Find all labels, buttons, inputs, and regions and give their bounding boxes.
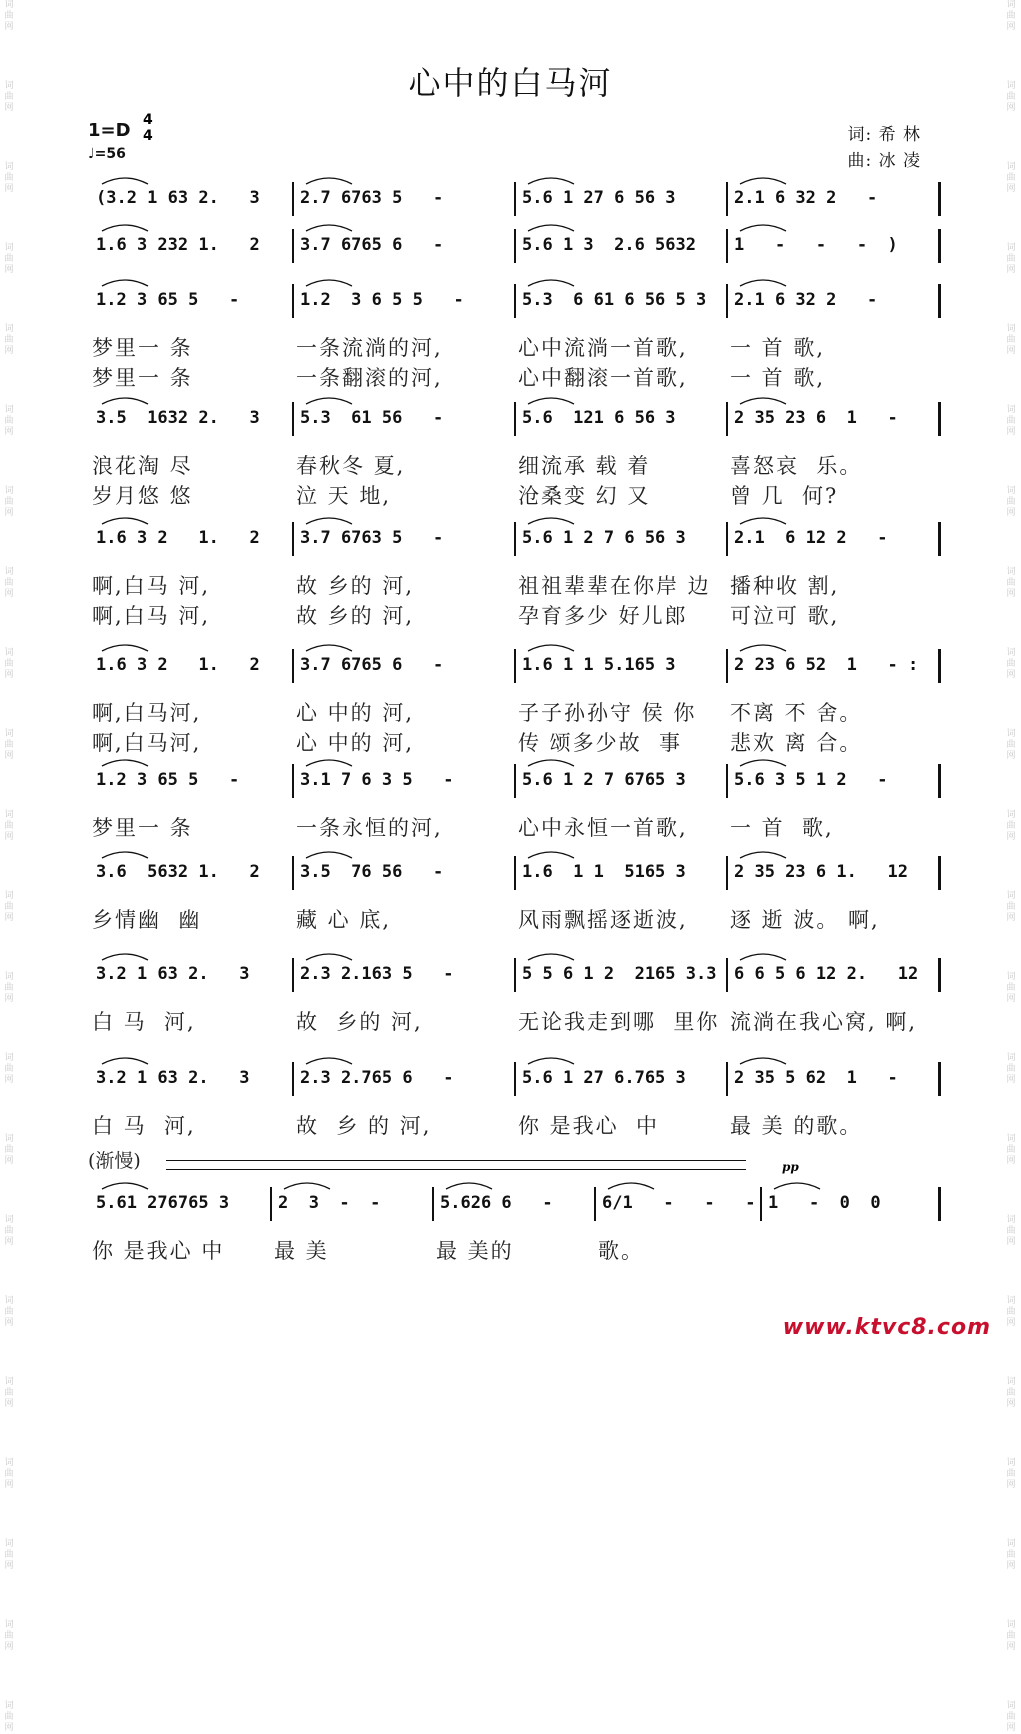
slur-arc: [528, 852, 574, 858]
measure: 1.6 1 1 5165 3: [522, 862, 686, 882]
measure: 3.7 6765 6 -: [300, 655, 444, 675]
side-watermark-text: 词曲网: [1006, 1539, 1016, 1571]
lyric-segment: 心中翻滚一首歌,: [518, 366, 688, 390]
side-watermark-text: 词曲网: [1006, 405, 1016, 437]
measure: 2.1 6 12 2 -: [734, 528, 888, 548]
lyric-segment: 最 美 的歌。: [730, 1114, 863, 1138]
measure: 3.6 5632 1. 2: [96, 862, 260, 882]
side-watermark-text: 词曲网: [1006, 1620, 1016, 1652]
slur-arc: [102, 398, 148, 404]
measure: 2.1 6 32 2 -: [734, 188, 878, 208]
slur-arc: [102, 760, 148, 766]
lyric-segment: 啊,白马河,: [92, 701, 202, 725]
lyric-segment: 逐 逝 波。 啊,: [730, 908, 880, 932]
bar-line: [270, 1187, 272, 1221]
measure: 1.6 3 2 1. 2: [96, 655, 260, 675]
bar-line: [292, 284, 294, 318]
lyric-segment: 孕育多少 好儿郎: [518, 604, 688, 628]
slur-arc: [306, 760, 352, 766]
slur-arc: [102, 518, 148, 524]
lyric-segment: 心中流淌一首歌,: [518, 336, 688, 360]
slur-arc: [528, 1058, 574, 1064]
lyric-segment: 细流承 载 着: [518, 454, 651, 478]
lyric-segment: 心中永恒一首歌,: [518, 816, 688, 840]
measure: 2 35 5 62 1 -: [734, 1068, 898, 1088]
side-watermark-text: 词曲网: [4, 0, 14, 32]
side-watermark-text: 词曲网: [1006, 972, 1016, 1004]
side-watermark-text: 词曲网: [1006, 810, 1016, 842]
notation-system: [0, 1068, 1021, 1100]
slur-arc: [740, 518, 786, 524]
lyric-segment: 播种收 割,: [730, 574, 840, 598]
bar-line: [938, 856, 941, 890]
measure: 3.1 7 6 3 5 -: [300, 770, 454, 790]
side-watermark-text: 词曲网: [1006, 567, 1016, 599]
lyric-line: [0, 1110, 1021, 1138]
measure: 1.6 1 1 5.165 3: [522, 655, 676, 675]
measure: 1 - - - ): [734, 235, 898, 255]
measure: 5.6 1 27 6.765 3: [522, 1068, 686, 1088]
bar-line: [514, 284, 516, 318]
lyric-segment: 浪花淘 尽: [92, 454, 193, 478]
slur-arc: [740, 852, 786, 858]
bar-line: [292, 1062, 294, 1096]
side-watermark-text: 词曲网: [1006, 1134, 1016, 1166]
side-watermark-text: 词曲网: [4, 486, 14, 518]
side-watermark-text: 词曲网: [4, 162, 14, 194]
side-watermark-text: 词曲网: [1006, 891, 1016, 923]
measure: 1 - 0 0: [768, 1193, 881, 1213]
side-watermark-text: 词曲网: [1006, 648, 1016, 680]
lyric-segment: 最 美: [274, 1239, 329, 1263]
slur-arc: [740, 760, 786, 766]
side-watermark-text: 词曲网: [1006, 243, 1016, 275]
side-watermark-text: 词曲网: [1006, 1458, 1016, 1490]
side-watermark-text: 词曲网: [4, 810, 14, 842]
slur-arc: [102, 645, 148, 651]
lyric-segment: 曾 几 何?: [730, 484, 839, 508]
lyric-segment: 一 首 歌,: [730, 366, 826, 390]
bar-line: [726, 182, 728, 216]
measure: 2 3 - -: [278, 1193, 381, 1213]
measure: 5.6 1 2 7 6765 3: [522, 770, 686, 790]
lyric-segment: 梦里一 条: [92, 366, 193, 390]
measure: 2 35 23 6 1 -: [734, 408, 898, 428]
notation-system: [0, 290, 1021, 322]
bar-line: [938, 522, 941, 556]
lyric-segment: 梦里一 条: [92, 816, 193, 840]
measure: 6/1 - - -: [602, 1193, 756, 1213]
measure: 1.6 3 2 1. 2: [96, 528, 260, 548]
bar-line: [514, 522, 516, 556]
side-watermark-text: 词曲网: [4, 324, 14, 356]
tempo-marking: [88, 146, 126, 162]
side-watermark-text: 词曲网: [4, 1701, 14, 1733]
bar-line: [514, 764, 516, 798]
notation-system: [0, 1193, 1021, 1225]
bar-line: [514, 1062, 516, 1096]
slur-arc: [306, 645, 352, 651]
lyric-segment: 不离 不 舍。: [730, 701, 863, 725]
slur-arc: [102, 1183, 148, 1189]
measure: 2.3 2.765 6 -: [300, 1068, 454, 1088]
notation-system: [0, 862, 1021, 894]
slur-arc: [102, 178, 148, 184]
lyric-segment: 故 乡的 河,: [296, 604, 415, 628]
lyric-segment: 无论我走到哪 里你: [518, 1010, 720, 1034]
side-watermark-text: 词曲网: [4, 405, 14, 437]
measure: 3.5 76 56 -: [300, 862, 444, 882]
lyric-segment: 藏 心 底,: [296, 908, 392, 932]
bar-line: [432, 1187, 434, 1221]
side-watermark-text: 词曲网: [4, 1053, 14, 1085]
measure: 5.3 61 56 -: [300, 408, 444, 428]
slur-arc: [740, 398, 786, 404]
lyricist-credit: 词: 希 林: [847, 125, 921, 145]
lyric-segment: 最 美的: [436, 1239, 514, 1263]
lyric-line: [0, 727, 1021, 755]
dynamic-marking: pp: [782, 1160, 799, 1174]
lyric-segment: 风雨飘摇逐逝波,: [518, 908, 688, 932]
slur-arc: [306, 398, 352, 404]
slur-arc: [528, 225, 574, 231]
measure: 3.2 1 63 2. 3: [96, 1068, 250, 1088]
bar-line: [292, 958, 294, 992]
measure: 5.6 1 27 6 56 3: [522, 188, 676, 208]
lyric-segment: 你 是我心 中: [518, 1114, 660, 1138]
time-signature-bottom: 4: [143, 128, 153, 144]
lyric-segment: 岁月悠 悠: [92, 484, 193, 508]
lyric-segment: 心 中的 河,: [296, 731, 415, 755]
notation-system: [0, 528, 1021, 560]
bar-line: [938, 182, 941, 216]
slur-arc: [102, 225, 148, 231]
time-signature-top: 4: [143, 112, 153, 128]
slur-arc: [740, 280, 786, 286]
side-watermark-text: 词曲网: [1006, 81, 1016, 113]
slur-arc: [740, 178, 786, 184]
slur-arc: [102, 954, 148, 960]
bar-line: [938, 764, 941, 798]
lyric-segment: 一条流淌的河,: [296, 336, 443, 360]
lyric-line: [0, 332, 1021, 360]
slur-arc: [102, 1058, 148, 1064]
side-watermark-text: 词曲网: [4, 1377, 14, 1409]
measure: 1.6 3 232 1. 2: [96, 235, 260, 255]
site-watermark: www.ktvc8.com: [782, 1315, 991, 1340]
measure: 5.6 121 6 56 3: [522, 408, 676, 428]
side-watermark-text: 词曲网: [1006, 162, 1016, 194]
lyric-segment: 白 马 河,: [92, 1114, 196, 1138]
slur-arc: [306, 178, 352, 184]
bar-line: [938, 284, 941, 318]
slur-arc: [740, 645, 786, 651]
notation-system: [0, 655, 1021, 687]
slur-arc: [528, 645, 574, 651]
bar-line: [726, 649, 728, 683]
lyric-line: [0, 450, 1021, 478]
lyric-line: [0, 1006, 1021, 1034]
side-watermark-text: 词曲网: [4, 972, 14, 1004]
measure: 5.6 1 2 7 6 56 3: [522, 528, 686, 548]
slur-arc: [102, 280, 148, 286]
notation-system: [0, 770, 1021, 802]
slur-arc: [740, 954, 786, 960]
lyric-segment: 故 乡的 河,: [296, 574, 415, 598]
lyric-segment: 春秋冬 夏,: [296, 454, 406, 478]
lyric-segment: 一 首 歌,: [730, 816, 834, 840]
time-signature: [143, 112, 153, 144]
bar-line: [594, 1187, 596, 1221]
lyric-segment: 你 是我心 中: [92, 1239, 225, 1263]
measure: 2 23 6 52 1 - :: [734, 655, 919, 675]
slur-arc: [528, 178, 574, 184]
bar-line: [514, 229, 516, 263]
lyric-segment: 啊,白马 河,: [92, 604, 211, 628]
lyric-segment: 悲欢 离 合。: [730, 731, 863, 755]
side-watermark-text: 词曲网: [1006, 1701, 1016, 1733]
slur-arc: [740, 1058, 786, 1064]
lyric-segment: 子子孙孙守 侯 你: [518, 701, 697, 725]
bar-line: [292, 522, 294, 556]
bar-line: [938, 1187, 941, 1221]
measure: 2 35 23 6 1. 12: [734, 862, 908, 882]
lyric-segment: 心 中的 河,: [296, 701, 415, 725]
bar-line: [726, 229, 728, 263]
measure: 5 5 6 1 2 2165 3.3: [522, 964, 717, 984]
bar-line: [514, 649, 516, 683]
quarter-note-icon: ♩: [88, 146, 95, 162]
side-watermark-text: 词曲网: [1006, 1053, 1016, 1085]
measure: 1.2 3 6 5 5 -: [300, 290, 464, 310]
lyric-segment: 歌。: [598, 1239, 644, 1263]
slur-arc: [528, 954, 574, 960]
measure: 3.5 1632 2. 3: [96, 408, 260, 428]
measure: 3.7 6765 6 -: [300, 235, 444, 255]
side-watermark-text: 词曲网: [4, 1539, 14, 1571]
side-watermark-text: 词曲网: [4, 648, 14, 680]
composer-credit: 曲: 冰 凌: [847, 151, 921, 171]
lyric-segment: 一条永恒的河,: [296, 816, 443, 840]
lyric-segment: 白 马 河,: [92, 1010, 196, 1034]
ritardando-marking: (渐慢): [88, 1150, 141, 1172]
bar-line: [514, 402, 516, 436]
side-watermark-text: 词曲网: [1006, 324, 1016, 356]
bar-line: [726, 958, 728, 992]
lyric-segment: 啊,白马河,: [92, 731, 202, 755]
side-watermark-text: 词曲网: [4, 243, 14, 275]
tempo-value: =56: [94, 146, 126, 162]
bar-line: [726, 522, 728, 556]
lyric-segment: 乡情幽 幽: [92, 908, 202, 932]
measure: 2.7 6763 5 -: [300, 188, 444, 208]
measure: 1.2 3 65 5 -: [96, 770, 240, 790]
slur-arc: [306, 852, 352, 858]
side-watermark-text: 词曲网: [1006, 1215, 1016, 1247]
side-watermark-text: 词曲网: [4, 1620, 14, 1652]
bar-line: [726, 764, 728, 798]
bar-line: [726, 284, 728, 318]
lyric-line: [0, 1235, 1021, 1263]
measure: 2.3 2.163 5 -: [300, 964, 454, 984]
slur-arc: [740, 225, 786, 231]
lyric-segment: 沧桑变 幻 又: [518, 484, 651, 508]
slur-arc: [306, 954, 352, 960]
slur-arc: [528, 398, 574, 404]
side-watermark-text: 词曲网: [1006, 1377, 1016, 1409]
measure: 3.7 6763 5 -: [300, 528, 444, 548]
bar-line: [938, 402, 941, 436]
measure: 5.626 6 -: [440, 1193, 553, 1213]
side-watermark-text: 词曲网: [4, 81, 14, 113]
lyric-segment: 传 颂多少故 事: [518, 731, 683, 755]
bar-line: [292, 649, 294, 683]
side-watermark-text: 词曲网: [1006, 0, 1016, 32]
measure: 5.6 1 3 2.6 5632: [522, 235, 696, 255]
lyric-line: [0, 904, 1021, 932]
bar-line: [938, 229, 941, 263]
measure: 2.1 6 32 2 -: [734, 290, 878, 310]
slur-arc: [306, 1058, 352, 1064]
measure: 3.2 1 63 2. 3: [96, 964, 250, 984]
bar-line: [292, 856, 294, 890]
side-watermark-text: 词曲网: [4, 891, 14, 923]
lyric-segment: 可泣可 歌,: [730, 604, 840, 628]
measure: 5.6 3 5 1 2 -: [734, 770, 888, 790]
bar-line: [514, 856, 516, 890]
measure: (3.2 1 63 2. 3: [96, 188, 260, 208]
bar-line: [938, 958, 941, 992]
lyric-segment: 流淌在我心窝, 啊,: [730, 1010, 918, 1034]
slur-arc: [528, 280, 574, 286]
bar-line: [726, 1062, 728, 1096]
side-watermark-text: 词曲网: [4, 1134, 14, 1166]
measure: 5.3 6 61 6 56 5 3: [522, 290, 707, 310]
lyric-segment: 故 乡的 河,: [296, 1010, 423, 1034]
lyric-line: [0, 697, 1021, 725]
side-watermark-text: 词曲网: [4, 729, 14, 761]
bar-line: [292, 402, 294, 436]
slur-arc: [528, 760, 574, 766]
lyric-segment: 故 乡 的 河,: [296, 1114, 432, 1138]
slur-arc: [608, 1183, 654, 1189]
slur-arc: [102, 852, 148, 858]
side-watermark-text: 词曲网: [4, 1215, 14, 1247]
lyric-segment: 一 首 歌,: [730, 336, 826, 360]
bar-line: [726, 402, 728, 436]
bar-line: [514, 182, 516, 216]
slur-arc: [306, 225, 352, 231]
bar-line: [292, 764, 294, 798]
bar-line: [292, 229, 294, 263]
notation-system: [0, 408, 1021, 440]
key-signature: 1=D: [88, 120, 131, 141]
lyric-segment: 梦里一 条: [92, 336, 193, 360]
side-watermark-text: 词曲网: [4, 1458, 14, 1490]
slur-arc: [306, 518, 352, 524]
measure: 1.2 3 65 5 -: [96, 290, 240, 310]
lyric-segment: 啊,白马 河,: [92, 574, 211, 598]
side-watermark-text: 词曲网: [1006, 729, 1016, 761]
bar-line: [726, 856, 728, 890]
lyric-segment: 祖祖辈辈在你岸 边: [518, 574, 711, 598]
bar-line: [514, 958, 516, 992]
notation-system: [0, 188, 1021, 220]
notation-system: [0, 235, 1021, 267]
slur-arc: [774, 1183, 820, 1189]
side-watermark-text: 词曲网: [1006, 1296, 1016, 1328]
slur-arc: [528, 518, 574, 524]
ritardando-line: [166, 1160, 746, 1170]
slur-arc: [306, 280, 352, 286]
side-watermark-text: 词曲网: [1006, 486, 1016, 518]
measure: 5.61 276765 3: [96, 1193, 230, 1213]
bar-line: [938, 1062, 941, 1096]
notation-system: [0, 964, 1021, 996]
lyric-segment: 一条翻滚的河,: [296, 366, 443, 390]
lyric-line: [0, 600, 1021, 628]
slur-arc: [284, 1183, 330, 1189]
lyric-line: [0, 812, 1021, 840]
lyric-segment: 喜怒哀 乐。: [730, 454, 863, 478]
lyric-segment: 泣 天 地,: [296, 484, 392, 508]
bar-line: [760, 1187, 762, 1221]
measure: 6 6 5 6 12 2. 12: [734, 964, 919, 984]
slur-arc: [446, 1183, 492, 1189]
lyric-line: [0, 480, 1021, 508]
song-title: 心中的白马河: [408, 64, 613, 102]
bar-line: [292, 182, 294, 216]
lyric-line: [0, 570, 1021, 598]
side-watermark-text: 词曲网: [4, 1296, 14, 1328]
side-watermark-text: 词曲网: [4, 567, 14, 599]
bar-line: [938, 649, 941, 683]
lyric-line: [0, 362, 1021, 390]
